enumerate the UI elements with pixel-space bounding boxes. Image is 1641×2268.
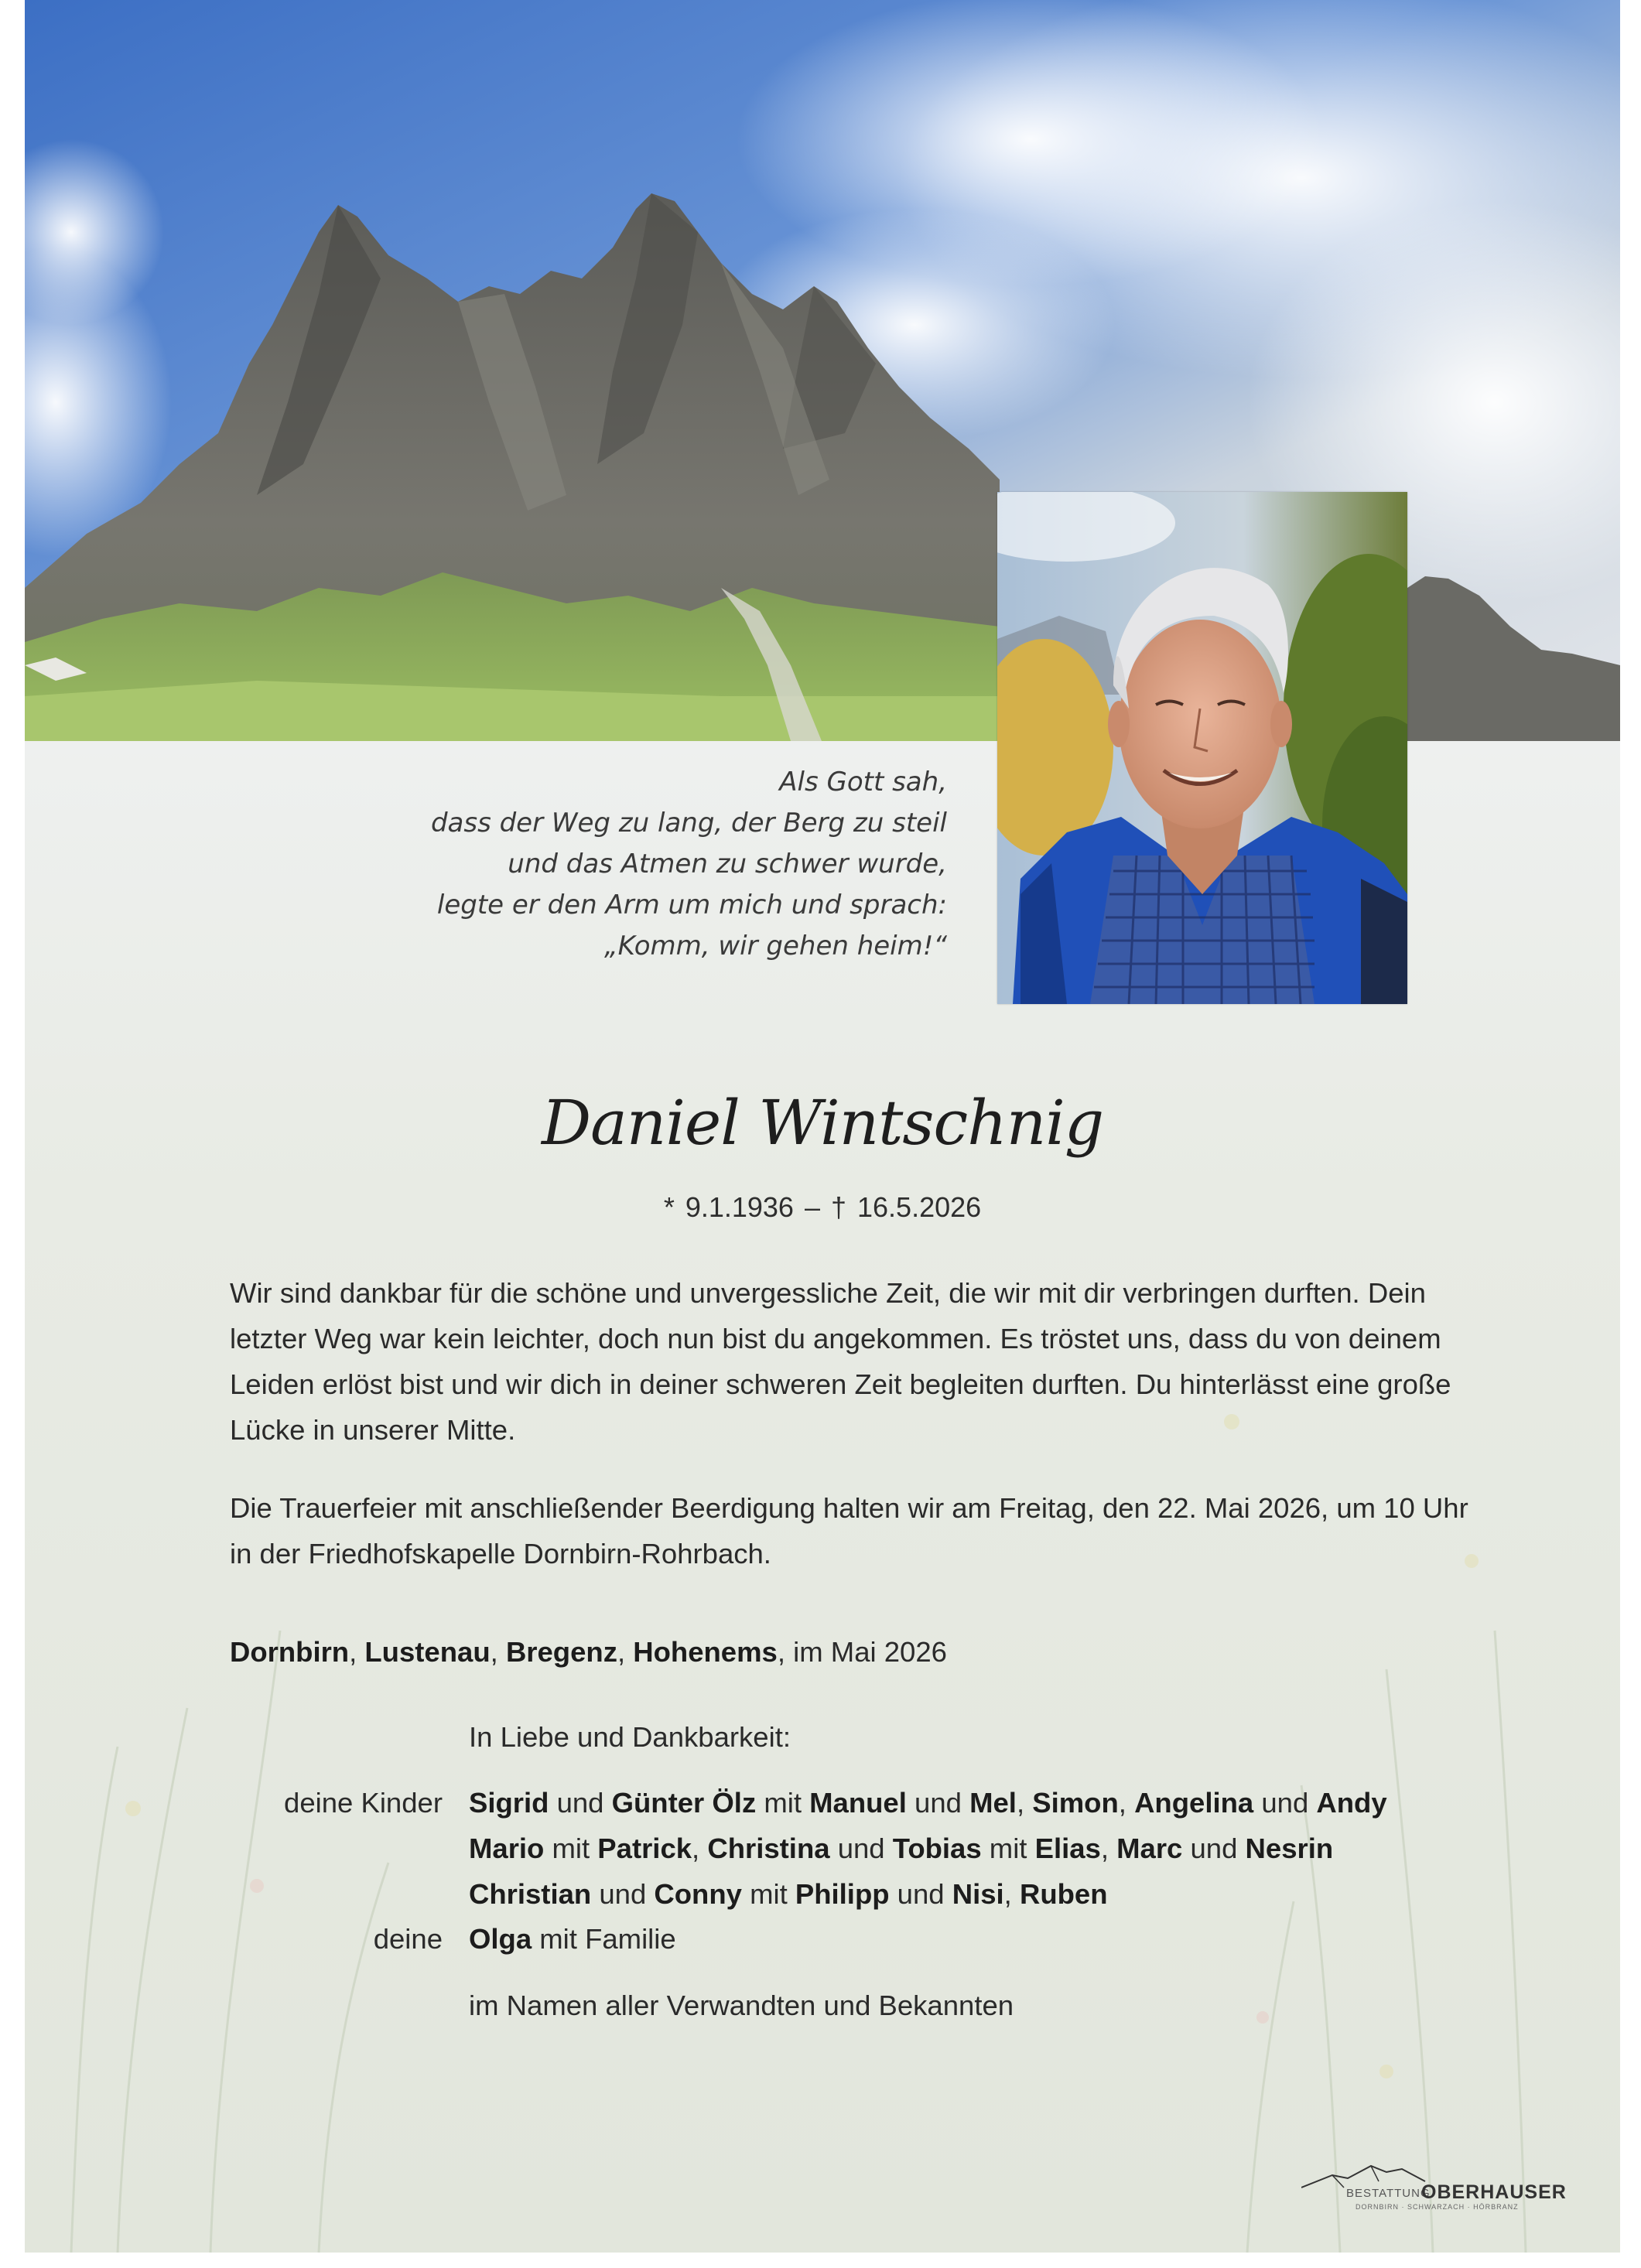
place: Dornbirn	[230, 1636, 350, 1668]
deceased-name: Daniel Wintschnig	[541, 1087, 1104, 1159]
connector: mit	[756, 1787, 810, 1819]
connector: und	[829, 1833, 893, 1864]
place: Bregenz	[505, 1636, 617, 1668]
poem	[396, 762, 947, 967]
relation-label-deine: deine	[373, 1923, 443, 1955]
mourner-name: Elias	[1034, 1833, 1101, 1864]
place: Hohenems	[633, 1636, 778, 1668]
closing-line: im Namen aller Verwandten und Bekannten	[469, 1990, 1014, 2021]
poem-line: Als Gott sah,	[779, 767, 947, 798]
poem-line: und das Atmen zu schwer wurde,	[508, 849, 947, 880]
funeral-info-paragraph	[230, 1485, 1468, 1576]
mourner-name: Nesrin	[1245, 1833, 1334, 1864]
connector: ,	[692, 1833, 708, 1864]
connector: und	[906, 1787, 970, 1819]
funeral-home-logo	[1301, 2158, 1567, 2212]
date-suffix: , im Mai 2026	[777, 1636, 947, 1668]
mourner-name: Andy	[1316, 1787, 1387, 1819]
mourner-line	[469, 1923, 676, 1955]
greeting: In Liebe und Dankbarkeit:	[469, 1721, 791, 1753]
paragraph-line: letzter Weg war kein leichter, doch nun bist du angekommen. Es tröstet uns, dass du von deinem	[230, 1323, 1441, 1354]
logo-locations: DORNBIRN · SCHWARZACH · HÖRBRANZ	[1356, 2203, 1519, 2211]
mourner-name: Marc	[1116, 1833, 1183, 1864]
mourner-name: Conny	[654, 1878, 742, 1910]
mourner-line	[469, 1878, 1108, 1911]
mourner-name: Simon	[1032, 1787, 1119, 1819]
mourner-name: Ruben	[1019, 1878, 1108, 1910]
mourner-name: Manuel	[809, 1787, 907, 1819]
mourner-name: Mario	[469, 1833, 545, 1864]
connector: mit	[741, 1878, 795, 1910]
paragraph-line: Die Trauerfeier mit anschließender Beerdigung halten wir am Freitag, den 22. Mai 2026, um 10 Uhr	[230, 1492, 1468, 1524]
connector: ,	[1100, 1833, 1117, 1864]
mourner-name: Christian	[469, 1878, 592, 1910]
connector: ,	[1016, 1787, 1033, 1819]
condolence-paragraph	[230, 1270, 1451, 1453]
poem-line: „Komm, wir gehen heim!“	[604, 931, 947, 962]
connector: und	[1182, 1833, 1246, 1864]
paragraph-line: in der Friedhofskapelle Dornbirn-Rohrbach.	[230, 1538, 771, 1569]
mourner-name: Patrick	[597, 1833, 692, 1864]
mourner-name: Philipp	[795, 1878, 890, 1910]
mourner-name: Nisi	[952, 1878, 1004, 1910]
mourner-name: Tobias	[892, 1833, 982, 1864]
connector: ,	[1003, 1878, 1020, 1910]
mourner-name: Angelina	[1134, 1787, 1254, 1819]
connector: und	[1253, 1787, 1317, 1819]
separator: ,	[617, 1636, 634, 1668]
mourner-line	[469, 1833, 1333, 1865]
separator: ,	[490, 1636, 506, 1668]
poem-line: dass der Weg zu lang, der Berg zu steil	[430, 808, 947, 839]
mourner-name: Günter Ölz	[611, 1787, 757, 1819]
connector: und	[889, 1878, 952, 1910]
paragraph-line: Leiden erlöst bist und wir dich in deiner schweren Zeit begleiten durften. Du hinterlässt eine große	[230, 1368, 1451, 1400]
mourner-name: Sigrid	[469, 1787, 549, 1819]
logo-name: OBERHAUSER	[1421, 2181, 1567, 2203]
portrait-photo	[997, 492, 1407, 1004]
connector: und	[591, 1878, 655, 1910]
connector: mit	[981, 1833, 1035, 1864]
places-and-date	[230, 1629, 1421, 1675]
logo-prefix: BESTATTUNG	[1346, 2187, 1431, 2200]
life-dates: * 9.1.1936 – † 16.5.2026	[663, 1191, 982, 1223]
separator: ,	[349, 1636, 365, 1668]
mourner-name: Olga	[469, 1923, 532, 1955]
mourner-name: Christina	[707, 1833, 830, 1864]
mourner-name: Mel	[969, 1787, 1017, 1819]
place: Lustenau	[364, 1636, 491, 1668]
connector: mit	[544, 1833, 598, 1864]
paragraph-line: Wir sind dankbar für die schöne und unvergessliche Zeit, die wir mit dir verbringen durften. Dein	[230, 1277, 1426, 1309]
mourner-line	[469, 1787, 1387, 1819]
connector: und	[549, 1787, 612, 1819]
obituary-page	[25, 0, 1620, 2253]
paragraph-line: Lücke in unserer Mitte.	[230, 1414, 516, 1446]
connector: mit Familie	[532, 1923, 676, 1955]
relation-label-children: deine Kinder	[284, 1787, 443, 1819]
poem-line: legte er den Arm um mich und sprach:	[436, 890, 947, 921]
connector: ,	[1118, 1787, 1135, 1819]
